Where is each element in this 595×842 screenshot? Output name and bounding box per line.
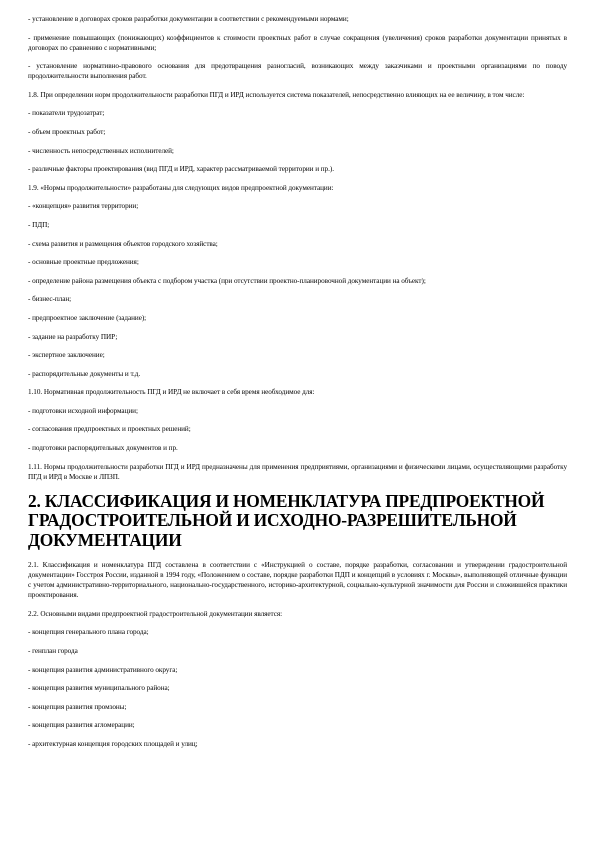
paragraph: - установление нормативно-правового основания для предотвращения разногласий, возникающих между заказчиками и проектными организациями по поводу продолжительности выполнения работ.: [28, 62, 567, 81]
list-item: - бизнес-план;: [28, 295, 72, 304]
list-item: - схема развития и размещения объектов городского хозяйства;: [28, 239, 218, 248]
list-item: - различные факторы проектирования (вид ПГД и ИРД, характер рассматриваемой территории и пр.).: [28, 165, 334, 174]
list-item: - генплан города: [28, 646, 78, 655]
list-item: - концепция развития муниципального района;: [28, 684, 170, 693]
list-item: - объем проектных работ;: [28, 127, 106, 136]
list-item: - показатели трудозатрат;: [28, 109, 105, 118]
paragraph: 2.1. Классификация и номенклатура ПГД составлена в соответствии с «Инструкцией о составе, порядке разработки, согласовании и утверждении градостроительной документации» Госстроя России, изданной в 1994 году, «Положением о составе, порядке разработки ПДП и концепций в условиях г. Москвы», выполняющей отличные функции с учетом административно-территориального, национально-государственного, историко-архитектурной, социально-культурной значимости для России и сложившейся практики проектирования.: [28, 561, 567, 600]
paragraph: 1.9. «Нормы продолжительности» разработаны для следующих видов предпроектной документации:: [28, 183, 334, 192]
list-item: - концепция развития административного округа;: [28, 665, 178, 674]
list-item: - задание на разработку ПИР;: [28, 332, 118, 341]
section-1-continuation: [28, 14, 567, 482]
paragraph: 2.2. Основными видами предпроектной градостроительной документации является:: [28, 609, 283, 618]
paragraph: 1.8. При определении норм продолжительности разработки ПГД и ИРД используется система показателей, непосредственно влияющих на ее величину, в том числе:: [28, 90, 525, 99]
section-heading: 2. КЛАССИФИКАЦИЯ И НОМЕНКЛАТУРА ПРЕДПРОЕКТНОЙ ГРАДОСТРОИТЕЛЬНОЙ И ИСХОДНО-РАЗРЕШИТЕЛЬНОЙ ДОКУМЕНТАЦИИ: [28, 490, 545, 550]
list-item: - «концепция» развития территории;: [28, 202, 139, 211]
paragraph: 1.11. Нормы продолжительности разработки ПГД и ИРД предназначены для применения предприятиями, организациями и физическими лицами, осуществляющими разработку ПГД и ИРД в Москве и ЛПЗП.: [28, 462, 567, 481]
paragraph: - применение повышающих (понижающих) коэффициентов к стоимости проектных работ в случае сокращения (увеличения) сроков разработки документации принятых в договорах по сравнению с нормативными;: [28, 33, 567, 52]
list-item: - предпроектное заключение (задание);: [28, 313, 147, 322]
list-item: - согласования предпроектных и проектных решений;: [28, 425, 191, 434]
paragraph: 1.10. Нормативная продолжительность ПГД и ИРД не включает в себя время необходимое для:: [28, 388, 315, 397]
list-item: - концепция генерального плана города;: [28, 628, 149, 637]
list-item: - экспертное заключение;: [28, 351, 105, 360]
list-item: - ПДП;: [28, 220, 50, 229]
section-2-body: [28, 560, 567, 749]
list-item: - концепция развития промзоны;: [28, 702, 127, 711]
list-item: - концепция развития агломерации;: [28, 721, 135, 730]
list-item: - подготовки распорядительных документов и пр.: [28, 444, 178, 453]
list-item: - подготовки исходной информации;: [28, 406, 138, 415]
list-item: - распорядительные документы и т.д.: [28, 369, 141, 378]
list-item: - архитектурная концепция городских площадей и улиц;: [28, 739, 198, 748]
list-item: - определение района размещения объекта с подбором участка (при отсутствии проектно-планировочной документации на объект);: [28, 276, 426, 285]
paragraph: - установление в договорах сроков разработки документации в соответствии с рекомендуемыми нормами;: [28, 15, 349, 23]
list-item: - основные проектные предложения;: [28, 258, 139, 267]
list-item: - численность непосредственных исполнителей;: [28, 146, 174, 155]
